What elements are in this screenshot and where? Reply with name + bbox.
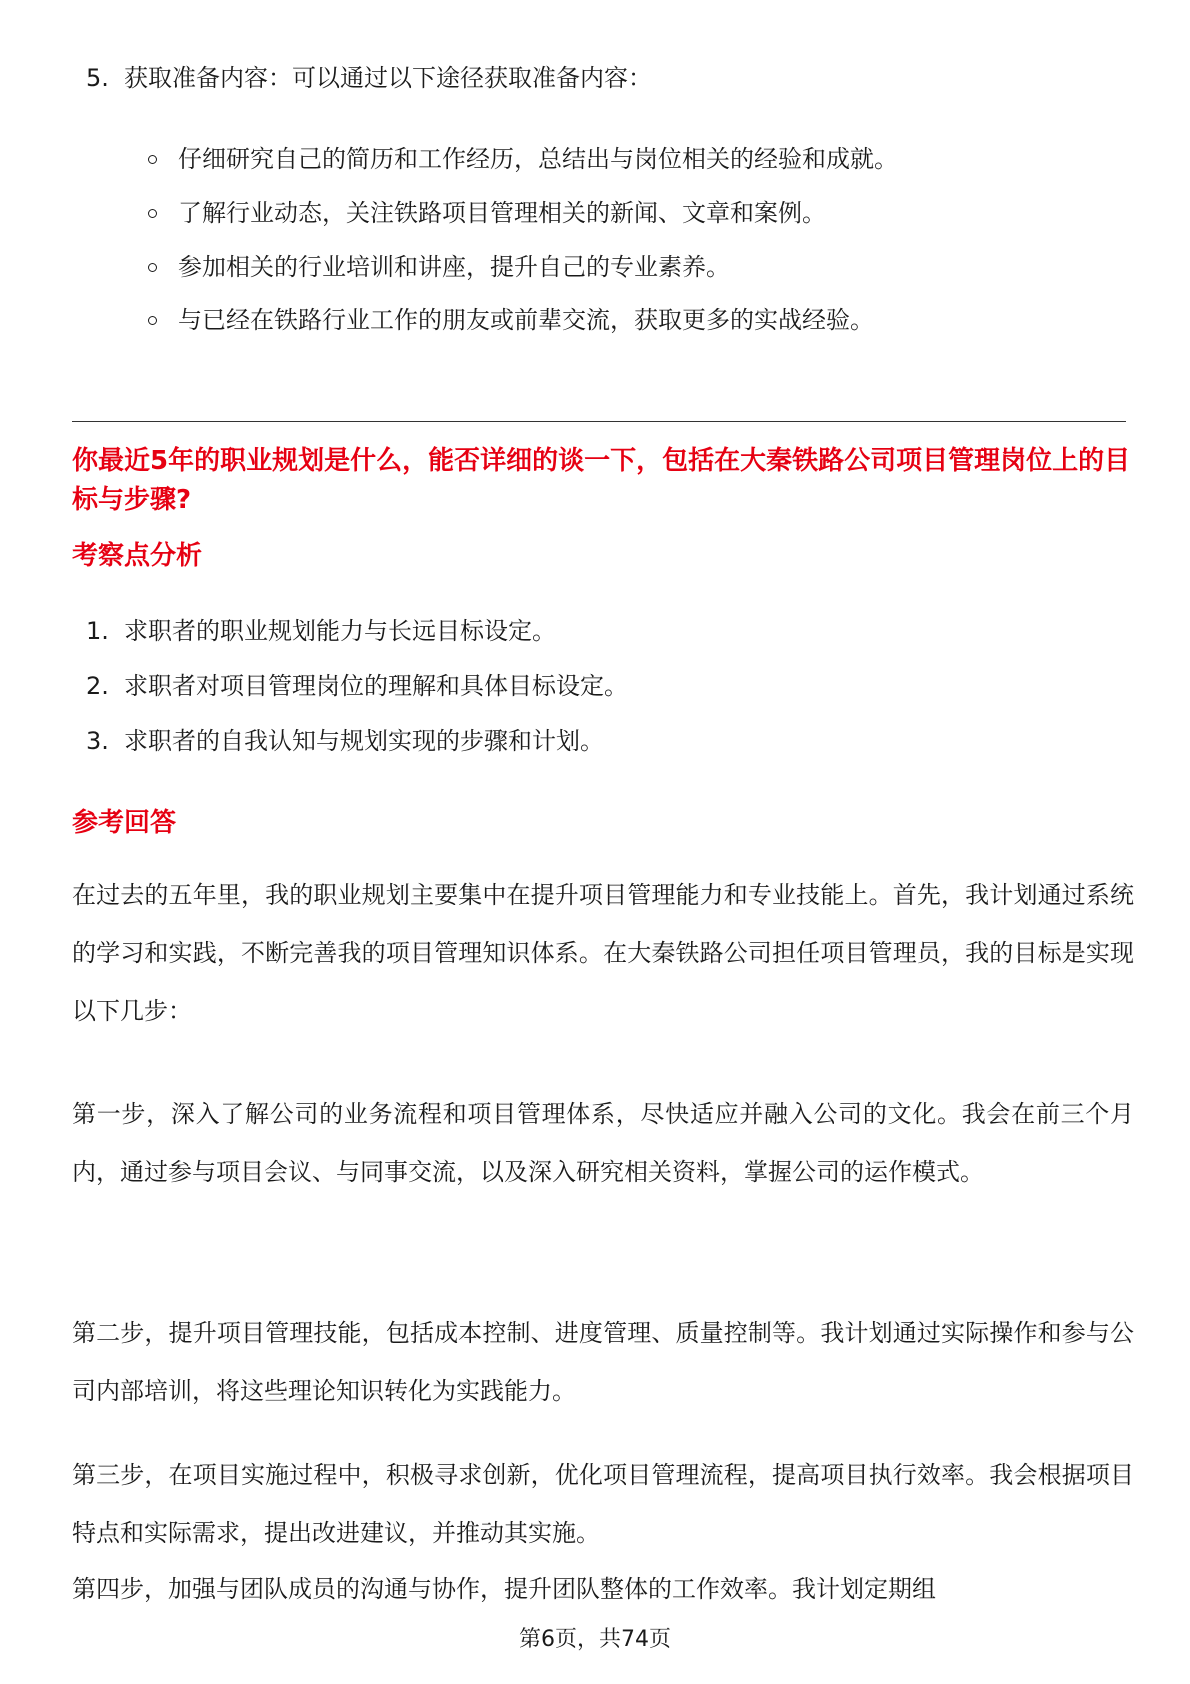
answer-paragraph: 第四步，加强与团队成员的沟通与协作，提升团队整体的工作效率。我计划定期组 xyxy=(72,1575,936,1603)
answer-paragraph: 在过去的五年里，我的职业规划主要集中在提升项目管理能力和专业技能上。首先，我计划通过系统的学习和实践，不断完善我的项目管理知识体系。在大秦铁路公司担任项目管理员，我的目标是实现以下几步： xyxy=(72,881,1134,1025)
interview-question: 你最近5年的职业规划是什么，能否详细的谈一下，包括在大秦铁路公司项目管理岗位上的目标与步骤? xyxy=(72,446,1131,515)
bullet-circle-icon xyxy=(148,155,157,164)
bullet-circle-icon xyxy=(148,263,157,272)
bullet-text: 了解行业动态，关注铁路项目管理相关的新闻、文章和案例。 xyxy=(178,199,826,227)
answer-paragraph: 第一步，深入了解公司的业务流程和项目管理体系，尽快适应并融入公司的文化。我会在前三个月内，通过参与项目会议、与同事交流，以及深入研究相关资料，掌握公司的运作模式。 xyxy=(72,1100,1134,1186)
bullet-text: 与已经在铁路行业工作的朋友或前辈交流，获取更多的实战经验。 xyxy=(178,306,874,334)
answer-paragraph: 第二步，提升项目管理技能，包括成本控制、进度管理、质量控制等。我计划通过实际操作和参与公司内部培训，将这些理论知识转化为实践能力。 xyxy=(72,1319,1134,1405)
bullet-circle-icon xyxy=(148,316,157,325)
list-item-text: 求职者的职业规划能力与长远目标设定。 xyxy=(124,617,556,645)
section-divider xyxy=(72,421,1126,422)
bullet-circle-icon xyxy=(148,209,157,218)
list-item-text: 求职者的自我认知与规划实现的步骤和计划。 xyxy=(124,727,604,755)
list-item-text: 求职者对项目管理岗位的理解和具体目标设定。 xyxy=(124,672,628,700)
answer-paragraph: 第三步，在项目实施过程中，积极寻求创新，优化项目管理流程，提高项目执行效率。我会根据项目特点和实际需求，提出改进建议，并推动其实施。 xyxy=(72,1461,1134,1547)
list-number: 5. xyxy=(86,64,109,92)
list-number: 1. xyxy=(86,617,109,645)
answer-heading: 参考回答 xyxy=(72,808,177,838)
analysis-heading: 考察点分析 xyxy=(72,541,203,571)
list-item-text: 获取准备内容：可以通过以下途径获取准备内容： xyxy=(124,64,652,92)
list-number: 2. xyxy=(86,672,109,700)
page-number: 第6页，共74页 xyxy=(519,1627,671,1652)
list-number: 3. xyxy=(86,727,109,755)
bullet-text: 参加相关的行业培训和讲座，提升自己的专业素养。 xyxy=(178,253,730,281)
bullet-text: 仔细研究自己的简历和工作经历，总结出与岗位相关的经验和成就。 xyxy=(178,145,898,173)
